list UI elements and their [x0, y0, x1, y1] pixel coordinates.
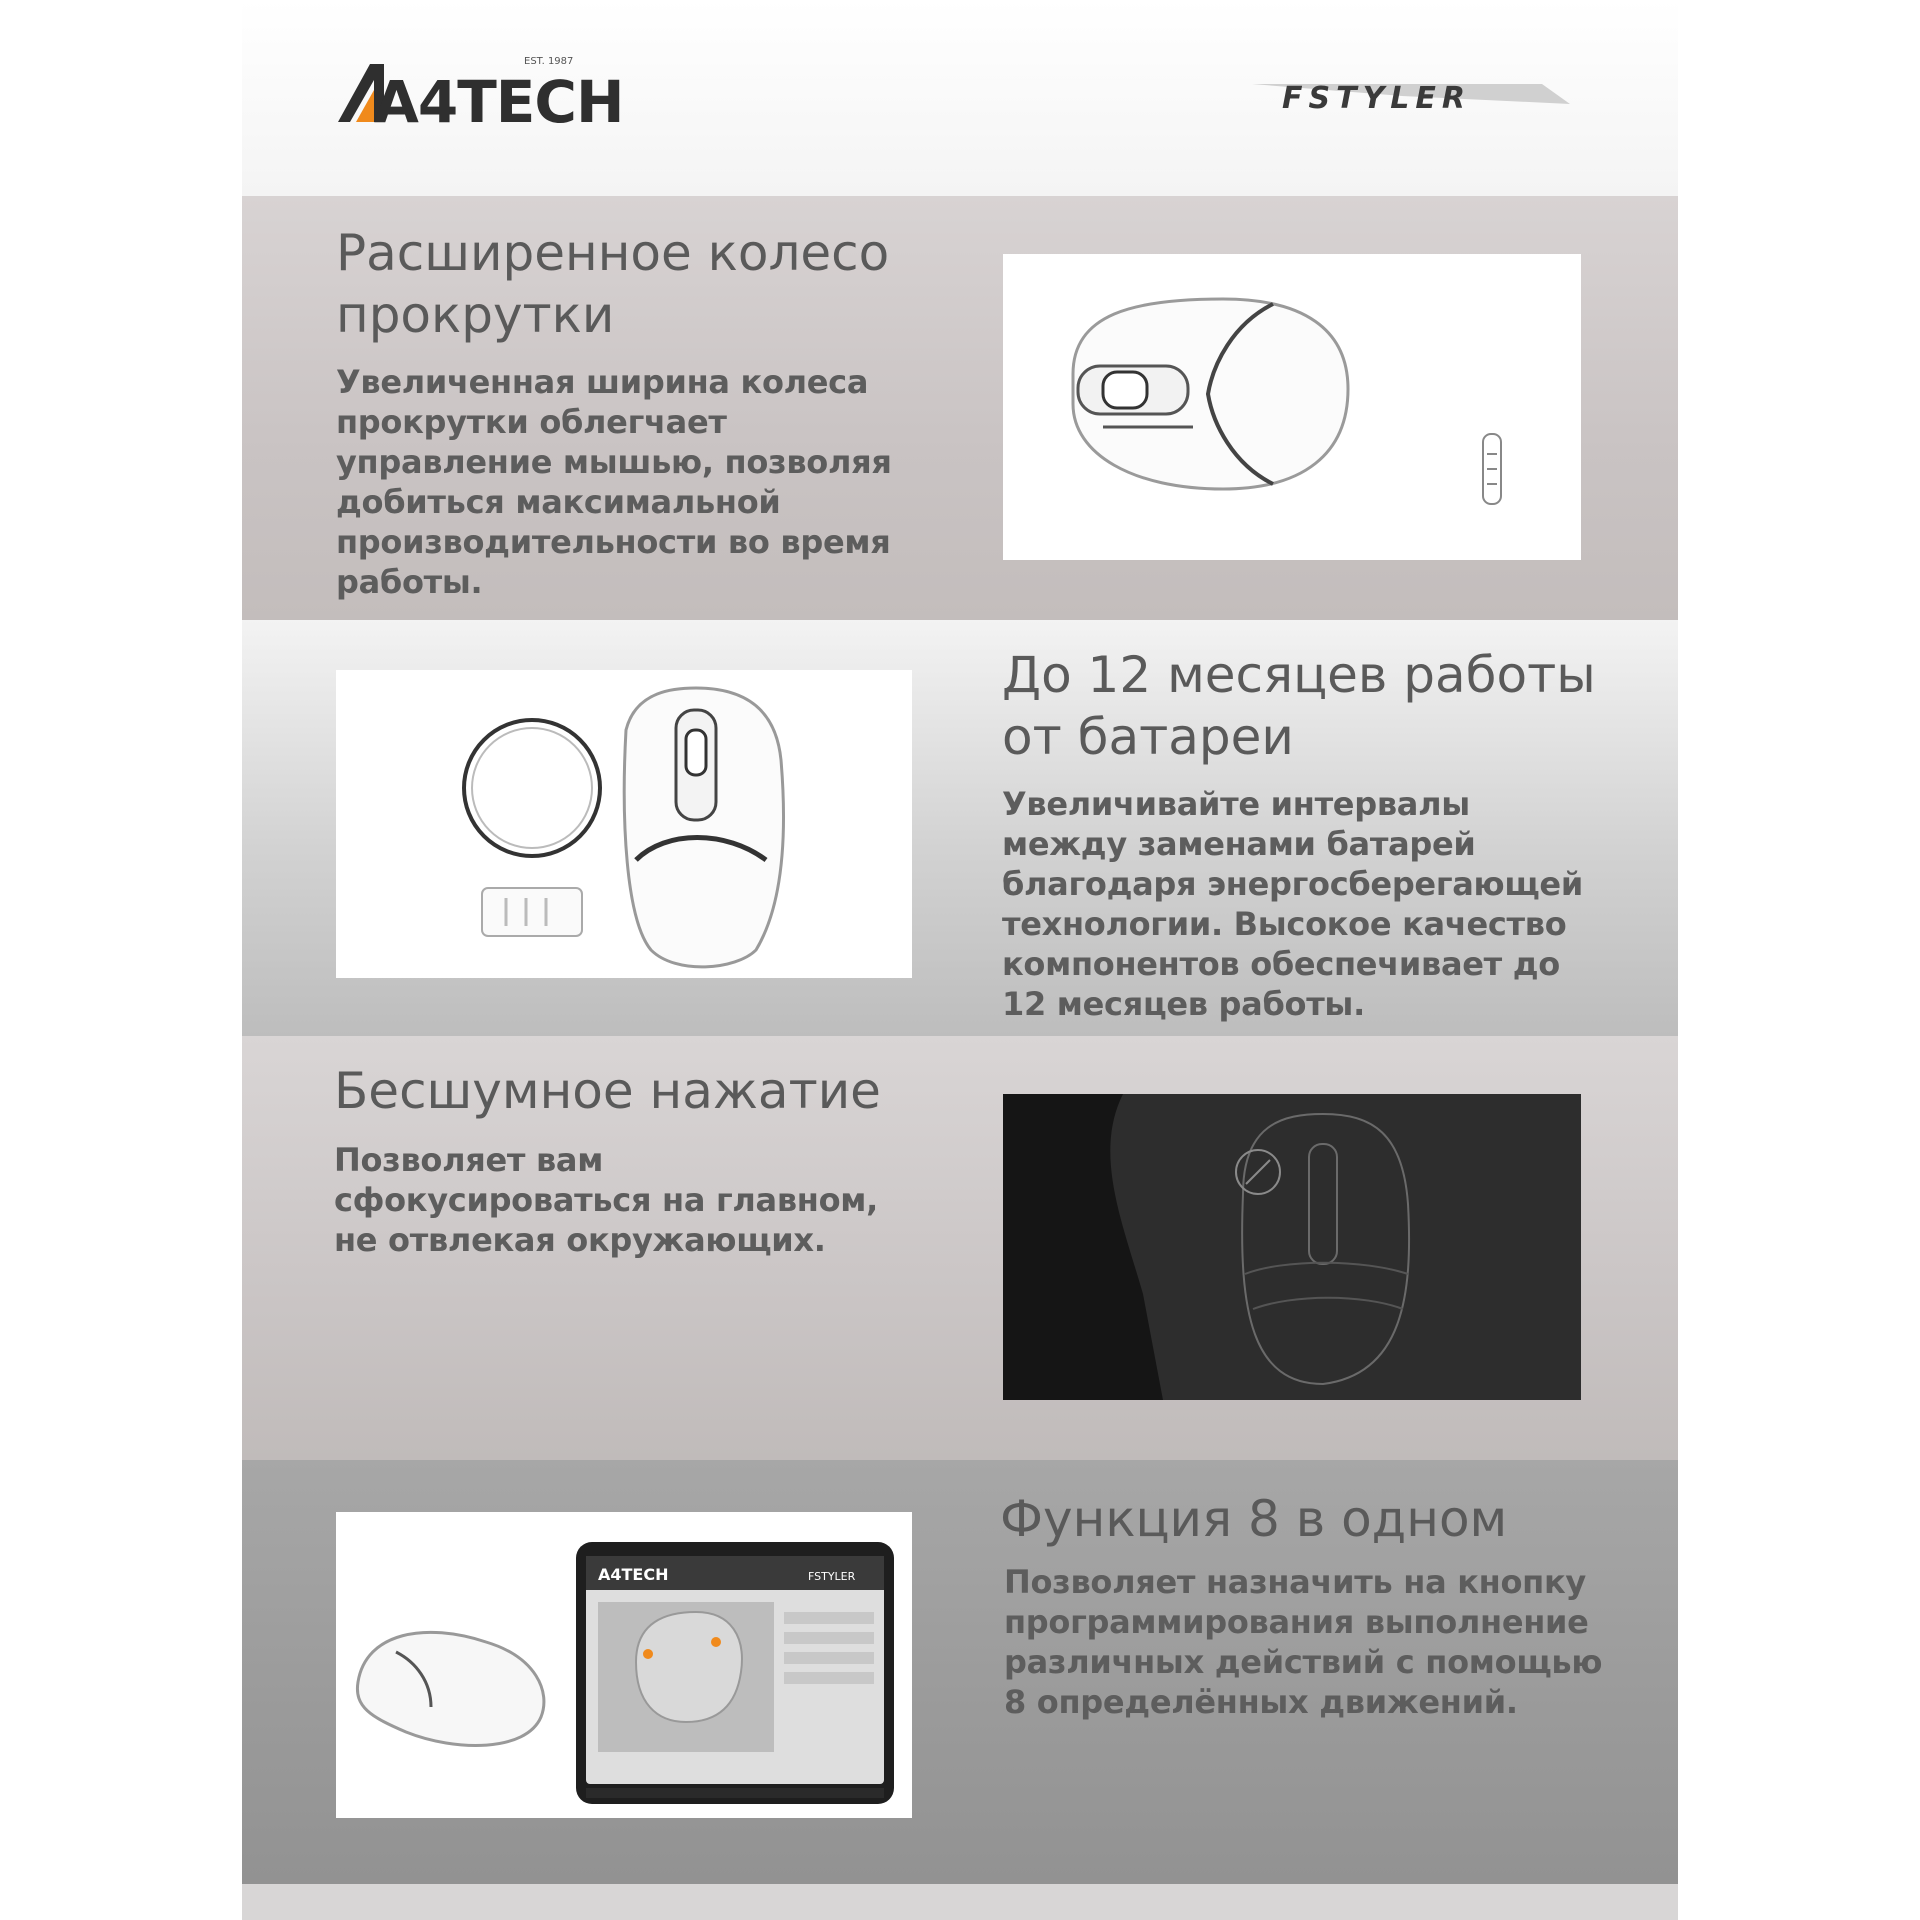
- mouse-and-battery-illustration-icon: [336, 670, 912, 978]
- silent-click-mouse-illustration-icon: [1003, 1094, 1581, 1400]
- footer-band: [242, 1884, 1678, 1920]
- software-logo-text: A4TECH: [598, 1565, 669, 1584]
- section-1-title: Расширенное колесо прокрутки: [336, 224, 890, 344]
- section-3-body: Позволяет вам сфокусироваться на главном, не отвлекая окружающих.: [334, 1141, 878, 1259]
- section-2-image-card: [336, 670, 912, 978]
- section-2-title: До 12 месяцев работы от батареи: [1002, 646, 1596, 766]
- section-3-title: Бесшумное нажатие: [334, 1062, 881, 1120]
- fstyler-logo: [1252, 76, 1572, 116]
- section-3-image-card: [1003, 1094, 1581, 1400]
- a4tech-logo: [334, 44, 634, 130]
- a4tech-logo-text: A4TECH: [374, 68, 624, 130]
- section-4-body: Позволяет назначить на кнопку программирования выполнение различных действий с помощью 8 определённых движений.: [1004, 1563, 1603, 1721]
- fstyler-logo-text: FSTYLER: [1282, 81, 1471, 116]
- section-4-image-card: [336, 1512, 912, 1818]
- section-1-image-card: [1003, 254, 1581, 560]
- section-2-body: Увеличивайте интервалы между заменами батарей благодаря энергосберегающей технологии. Высокое качество компонентов обеспечивает до 12 месяцев работы.: [1002, 785, 1583, 1023]
- a4tech-logo-since: EST. 1987: [524, 56, 574, 67]
- product-feature-page: [242, 0, 1678, 1920]
- software-menu-text: FSTYLER: [808, 1570, 856, 1583]
- section-4-title: Функция 8 в одном: [1000, 1490, 1508, 1548]
- section-1-body: Увеличенная ширина колеса прокрутки облегчает управление мышью, позволяя добиться максимальной производительности во время работы.: [336, 363, 892, 601]
- mouse-and-software-illustration-icon: [336, 1512, 912, 1818]
- scroll-wheel-mouse-illustration-icon: [1003, 254, 1581, 560]
